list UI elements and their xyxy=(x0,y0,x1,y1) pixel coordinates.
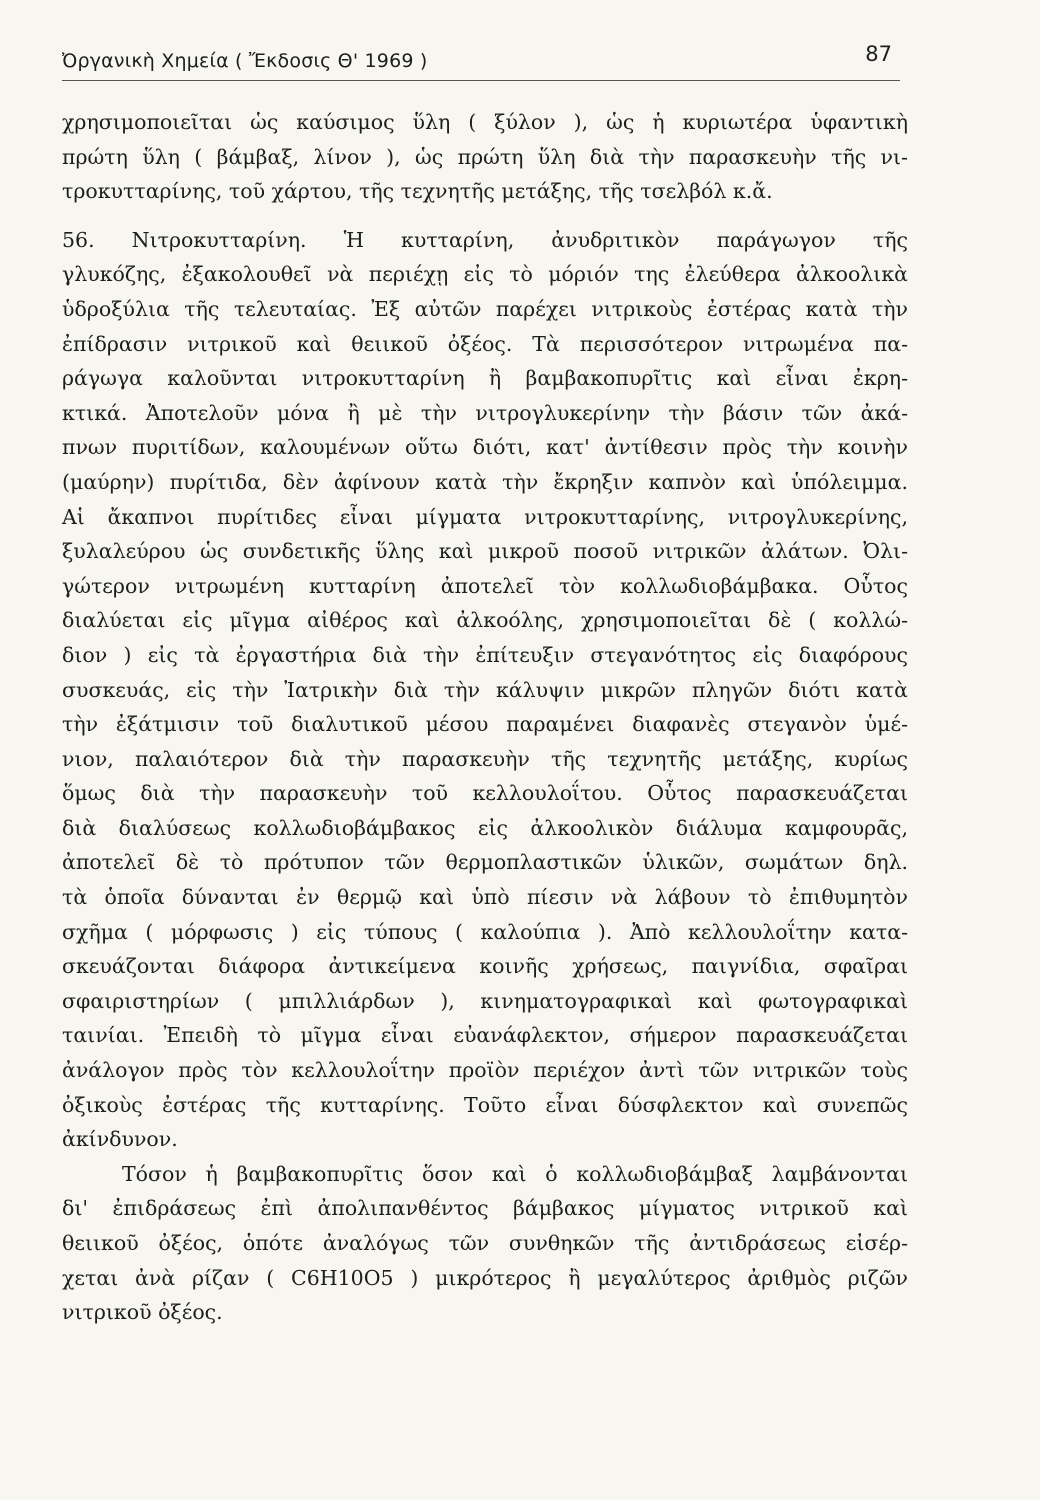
text-line: σκευάζονται διάφορα ἀντικείμενα κοινῆς χρήσεως, παιγνίδια, σφαῖραι xyxy=(62,954,908,979)
text-line: νιον, παλαιότερον διὰ τὴν παρασκευὴν τῆς τεχνητῆς μετάξης, κυρίως xyxy=(62,746,908,771)
text-line: τροκυτταρίνης, τοῦ χάρτου, τῆς τεχνητῆς μετάξης, τῆς τσελβόλ κ.ἄ. xyxy=(62,179,773,204)
text-line: χρησιμοποιεῖται ὡς καύσιμος ὕλη ( ξύλον ), ὡς ἡ κυριωτέρα ὑφαντικὴ xyxy=(62,110,908,134)
text-line: ἀνάλογον πρὸς τὸν κελλουλοΐτην προϊὸν περιέχον ἀντὶ τῶν νιτρικῶν τοὺς xyxy=(62,1058,908,1083)
text-line: γώτερον νιτρωμένη κυτταρίνη ἀποτελεῖ τὸν κολλωδιοβάμβακα. Οὗτος xyxy=(62,573,908,598)
text-line: ἀποτελεῖ δὲ τὸ πρότυπον τῶν θερμοπλαστικῶν ὑλικῶν, σωμάτων δηλ. xyxy=(62,850,908,875)
text-line: δι' ἐπιδράσεως ἐπὶ ἀπολιπανθέντος βάμβακος μίγματος νιτρικοῦ καὶ xyxy=(62,1196,908,1221)
text-line: τὰ ὁποῖα δύνανται ἐν θερμῷ καὶ ὑπὸ πίεσιν νὰ λάβουν τὸ ἐπιθυμητὸν xyxy=(62,885,908,910)
text-line: Αἱ ἄκαπνοι πυρίτιδες εἶναι μίγματα νιτροκυτταρίνης, νιτρογλυκερίνης, xyxy=(62,504,908,529)
text-line: διον ) εἰς τὰ ἐργαστήρια διὰ τὴν ἐπίτευξιν στεγανότητος εἰς διαφόρους xyxy=(62,642,908,667)
text-line: ταινίαι. Ἐπειδὴ τὸ μῖγμα εἶναι εὐανάφλεκτον, σήμερον παρασκευάζεται xyxy=(62,1023,908,1048)
section-heading-line: 56. Νιτροκυτταρίνη. Ἡ κυτταρίνη, ἀνυδριτικὸν παράγωγον τῆς xyxy=(62,227,908,252)
text-line: ἐπίδρασιν νιτρικοῦ καὶ θειικοῦ ὀξέος. Τὰ περισσότερον νιτρωμένα πα- xyxy=(62,331,908,356)
text-line: πνων πυριτίδων, καλουμένων οὕτω διότι, κατ' ἀντίθεσιν πρὸς τὴν κοινὴν xyxy=(62,435,908,460)
section-56-nitrocellulose xyxy=(62,223,908,1157)
text-line: (μαύρην) πυρίτιδα, δὲν ἀφίνουν κατὰ τὴν ἔκρηξιν καπνὸν καὶ ὑπόλειμμα. xyxy=(62,469,908,494)
paragraph-intro xyxy=(62,105,908,209)
text-line: ἀκίνδυνον. xyxy=(62,1127,178,1152)
paragraph-preparation xyxy=(62,1157,908,1330)
page-number: 87 xyxy=(865,42,892,66)
text-line: πρώτη ὕλη ( βάμβαξ, λίνον ), ὡς πρώτη ὕλη διὰ τὴν παρασκευὴν τῆς νι- xyxy=(62,144,908,169)
text-line: θειικοῦ ὀξέος, ὁπότε ἀναλόγως τῶν συνθηκῶν τῆς ἀντιδράσεως εἰσέρ- xyxy=(62,1231,908,1255)
text-line: τὴν ἐξάτμισιν τοῦ διαλυτικοῦ μέσου παραμένει διαφανὲς στεγανὸν ὑμέ- xyxy=(62,712,908,737)
text-line: ράγωγα καλοῦνται νιτροκυτταρίνη ἢ βαμβακοπυρῖτις καὶ εἶναι ἐκρη- xyxy=(62,366,908,391)
text-line: σχῆμα ( μόρφωσις ) εἰς τύπους ( καλούπια ). Ἀπὸ κελλουλοΐτην κατα- xyxy=(62,919,908,944)
text-line: ὑδροξύλια τῆς τελευταίας. Ἐξ αὐτῶν παρέχει νιτρικοὺς ἐστέρας κατὰ τὴν xyxy=(62,296,908,321)
page-header xyxy=(62,40,900,81)
text-line: συσκευάς, εἰς τὴν Ἰατρικὴν διὰ τὴν κάλυψιν μικρῶν πληγῶν διότι κατὰ xyxy=(62,677,908,702)
running-head: Ὀργανικὴ Χημεία ( Ἔκδοσις Θ' 1969 ) xyxy=(62,50,428,72)
text-line: διὰ διαλύσεως κολλωδιοβάμβακος εἰς ἀλκοολικὸν διάλυμα καμφουρᾶς, xyxy=(62,815,908,840)
text-line: γλυκόζης, ἐξακολουθεῖ νὰ περιέχῃ εἰς τὸ μόριόν της ἐλεύθερα ἀλκοολικὰ xyxy=(62,262,908,287)
text-line: Τόσον ἡ βαμβακοπυρῖτις ὅσον καὶ ὁ κολλωδιοβάμβαξ λαμβάνονται xyxy=(122,1161,908,1186)
page-body xyxy=(62,105,908,1330)
text-line: ξυλαλεύρου ὡς συνδετικῆς ὕλης καὶ μικροῦ ποσοῦ νιτρικῶν ἀλάτων. Ὀλι- xyxy=(62,539,908,564)
text-line: σφαιριστηρίων ( μπιλλιάρδων ), κινηματογραφικαὶ καὶ φωτογραφικαὶ xyxy=(62,988,908,1013)
text-line: χεται ἀνὰ ρίζαν ( C6H10O5 ) μικρότερος ἢ μεγαλύτερος ἀριθμὸς ριζῶν xyxy=(62,1265,908,1290)
text-line: ὀξικοὺς ἐστέρας τῆς κυτταρίνης. Τοῦτο εἶναι δύσφλεκτον καὶ συνεπῶς xyxy=(62,1092,908,1117)
text-line: κτικά. Ἀποτελοῦν μόνα ἢ μὲ τὴν νιτρογλυκερίνην τὴν βάσιν τῶν ἀκά- xyxy=(62,400,908,425)
text-line: ὅμως διὰ τὴν παρασκευὴν τοῦ κελλουλοΐτου. Οὗτος παρασκευάζεται xyxy=(62,781,908,806)
text-line: νιτρικοῦ ὀξέος. xyxy=(62,1300,223,1325)
text-line: διαλύεται εἰς μῖγμα αἰθέρος καὶ ἀλκοόλης, χρησιμοποιεῖται δὲ ( κολλώ- xyxy=(62,608,908,633)
